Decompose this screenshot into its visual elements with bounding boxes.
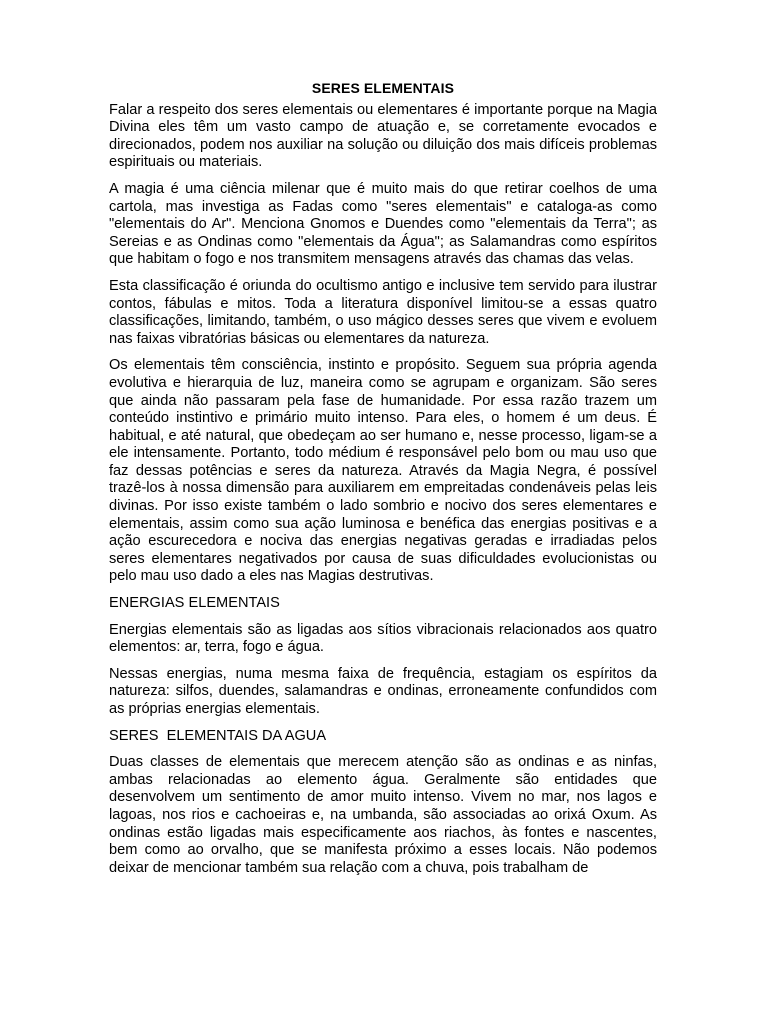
section-heading-energias: ENERGIAS ELEMENTAIS	[109, 595, 280, 612]
paragraph-agua-1: Duas classes de elementais que merecem atenção são as ondinas e as ninfas, ambas relacionadas ao elemento água. Geralmente são entidades que desenvolvem um sentimento de amor muito intenso. Vivem no mar, nos lagos e lagoas, nos rios e cachoeiras e, na umbanda, são associadas ao orixá Oxum. As ondinas estão ligadas mais especificamente aos riachos, às fontes e nascentes, bem como ao orvalho, que se manifesta próximo a esses locais. Não podemos deixar de mencionar também sua relação com a chuva, pois trabalham de	[109, 754, 657, 876]
paragraph-energias-1: Energias elementais são as ligadas aos sítios vibracionais relacionados aos quatro elementos: ar, terra, fogo e água.	[109, 621, 657, 656]
section-heading-agua: SERES ELEMENTAIS DA AGUA	[109, 727, 327, 744]
paragraph-classificacao: Esta classificação é oriunda do ocultismo antigo e inclusive tem servido para ilustrar contos, fábulas e mitos. Toda a literatura disponível limitou-se a essas quatro classificações, limitando, também, o uso mágico desses seres que vivem e evoluem nas faixas vibratórias básicas ou elementares da natureza.	[109, 277, 657, 347]
paragraph-intro: Falar a respeito dos seres elementais ou elementares é importante porque na Magia Divina eles têm um vasto campo de atuação e, se corretamente evocados e direcionados, podem nos auxiliar na solução ou diluição dos mais difíceis problemas espirituais ou materiais.	[109, 101, 657, 171]
document-title: SERES ELEMENTAIS	[311, 80, 455, 96]
paragraph-energias-2: Nessas energias, numa mesma faixa de frequência, estagiam os espíritos da natureza: silfos, duendes, salamandras e ondinas, erroneamente confundidos com as próprias energias elementais.	[109, 665, 657, 717]
paragraph-consciencia: Os elementais têm consciência, instinto e propósito. Seguem sua própria agenda evolutiva e hierarquia de luz, maneira como se agrupam e organizam. São seres que ainda não passaram pela fase de humanidade. Por essa razão trazem um conteúdo instintivo e primário muito intenso. Para eles, o homem é um deus. É habitual, e até natural, que obedeçam ao ser humano e, nesse processo, ligam-se a ele intensamente. Portanto, todo médium é responsável pelo bom ou mau uso que faz dessas potências e seres da natureza. Através da Magia Negra, é possível trazê-los à nossa dimensão para auxiliarem em empreitadas condenáveis pelas leis divinas. Por isso existe também o lado sombrio e nocivo dos seres elementares e elementais, assim como sua ação luminosa e benéfica das energias positivas e a ação escurecedora e nociva das energias negativas geradas e irradiadas pelos seres elementares negativados por causa de suas dificuldades evolucionistas ou pelo mau uso dado a eles nas Magias destrutivas.	[109, 357, 657, 585]
paragraph-magia: A magia é uma ciência milenar que é muito mais do que retirar coelhos de uma cartola, mas investiga as Fadas como "seres elementais" e cataloga-as como "elementais do Ar". Menciona Gnomos e Duendes como "elementais da Terra"; as Sereias e as Ondinas como "elementais da Água"; as Salamandras como espíritos que habitam o fogo e nos transmitem mensagens através das chamas das velas.	[109, 180, 657, 268]
document-page	[109, 80, 657, 886]
